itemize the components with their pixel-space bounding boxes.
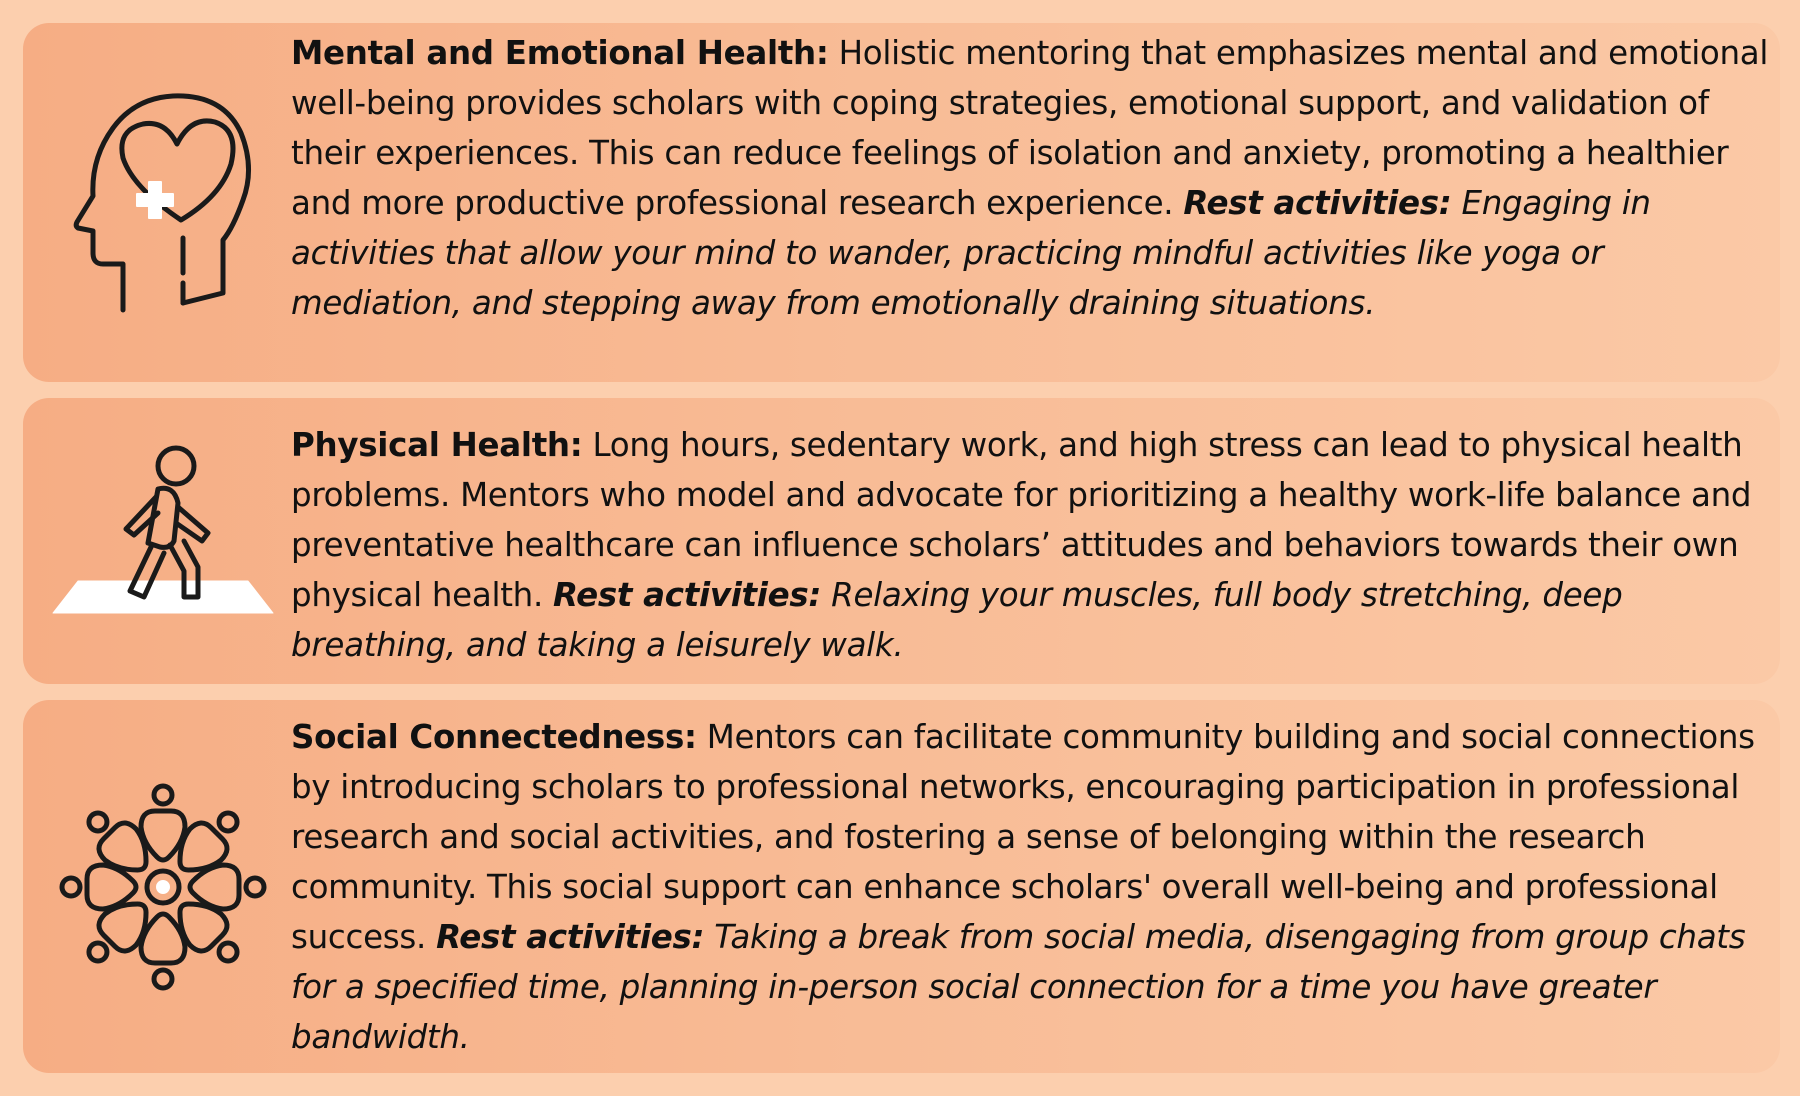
- physical-health-card: [23, 398, 1780, 684]
- social-connectedness-card: [23, 700, 1780, 1073]
- section-heading: Social Connectedness:: [291, 718, 697, 756]
- walking-person-icon: [23, 398, 303, 684]
- rest-activities-text: Taking a break from social media, disengaging from group chats for a specified time, planning in-person social connection for a time you have greater bandwidth.: [291, 918, 1746, 1056]
- mental-emotional-health-card: [23, 23, 1780, 382]
- community-person-icon: [141, 786, 185, 860]
- section-text: [291, 420, 1772, 670]
- rest-activities-text: Relaxing your muscles, full body stretching, deep breathing, and taking a leisurely walk.: [291, 576, 1623, 664]
- section-body: Mentors can facilitate community building and social connections by introducing scholars to professional networks, encouraging participation in professional research and social activities, and fostering a sense of belonging within the research community. This social support can enhance scholars' overall well-being and professional success.: [291, 718, 1755, 956]
- community-circle-icon: [23, 700, 303, 1073]
- section-text: [291, 28, 1772, 328]
- section-heading: Mental and Emotional Health:: [291, 34, 829, 72]
- section-heading: Physical Health:: [291, 426, 583, 464]
- rest-activities-label: Rest activities:: [553, 576, 822, 614]
- community-person-icon: [190, 865, 264, 909]
- rest-activities-label: Rest activities:: [436, 918, 705, 956]
- section-body: Holistic mentoring that emphasizes mental and emotional well-being provides scholars with coping strategies, emotional support, and validation of their experiences. This can reduce feelings of isolation and anxiety, promoting a healthier and more productive professional research experience.: [291, 34, 1769, 222]
- rest-activities-text: Engaging in activities that allow your mind to wander, practicing mindful activities like yoga or mediation, and stepping away from emotionally draining situations.: [291, 184, 1651, 322]
- section-body: Long hours, sedentary work, and high stress can lead to physical health problems. Mentors who model and advocate for prioritizing a healthy work-life balance and preventative healthcare can influence scholars’ attitudes and behaviors towards their own physical health.: [291, 426, 1752, 614]
- head-heart-plus-icon: [23, 23, 303, 382]
- section-text: [291, 712, 1772, 1062]
- rest-activities-label: Rest activities:: [1183, 184, 1452, 222]
- community-person-icon: [141, 914, 185, 988]
- community-person-icon: [62, 865, 136, 909]
